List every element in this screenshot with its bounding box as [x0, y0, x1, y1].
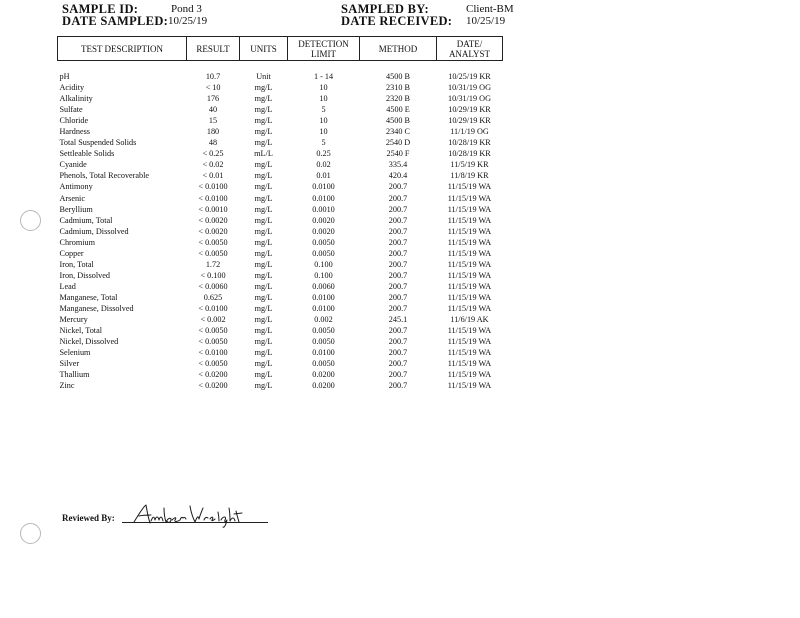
cell-units: mg/L	[254, 370, 273, 380]
cell-result: 10.7	[205, 72, 221, 81]
cell-method: 200.7	[388, 303, 408, 313]
table-row	[58, 248, 503, 259]
table-row	[58, 358, 503, 369]
cell-date-analyst: 11/6/19 AK	[450, 315, 489, 325]
cell-test-description: Beryllium	[59, 204, 93, 214]
reviewed-by-label: Reviewed By:	[62, 513, 115, 523]
cell-date-analyst: 11/15/19 WA	[447, 359, 492, 369]
cell-detection-limit: 10	[319, 94, 328, 104]
cell-date-analyst: 10/28/19 KR	[448, 149, 491, 159]
cell-date-analyst: 11/15/19 WA	[447, 370, 492, 380]
cell-date-analyst: 11/15/19 WA	[447, 337, 492, 347]
cell-result: 40	[208, 105, 218, 115]
column-header-method: METHOD	[360, 37, 437, 61]
cell-detection-limit: 10	[319, 127, 328, 137]
cell-detection-limit: 0.0050	[312, 237, 335, 247]
cell-method: 200.7	[388, 326, 408, 336]
cell-result: < 0.0200	[198, 370, 228, 380]
cell-method: 2540 D	[385, 138, 411, 148]
cell-test-description: Iron, Dissolved	[59, 270, 110, 280]
cell-units: mg/L	[254, 83, 273, 93]
cell-detection-limit: 5	[321, 138, 326, 148]
cell-result: < 0.0050	[198, 337, 228, 347]
cell-date-analyst: 11/15/19 WA	[447, 259, 492, 269]
table-row	[58, 204, 503, 215]
cell-test-description: Silver	[59, 359, 80, 369]
cell-result: < 0.100	[200, 270, 226, 280]
cell-detection-limit: 0.0020	[312, 226, 335, 236]
cell-date-analyst: 11/15/19 WA	[447, 215, 492, 225]
table-header-row	[58, 37, 503, 61]
column-header-result: RESULT	[187, 37, 240, 61]
cell-units: mg/L	[254, 270, 273, 280]
cell-result: 176	[206, 94, 220, 104]
cell-test-description: Mercury	[59, 315, 88, 325]
cell-result: 1.72	[205, 259, 221, 269]
table-row	[58, 148, 503, 159]
cell-date-analyst: 10/31/19 OG	[448, 94, 491, 104]
cell-date-analyst: 11/15/19 WA	[447, 348, 492, 358]
cell-method: 200.7	[388, 359, 408, 369]
table-row	[58, 159, 503, 170]
cell-method: 200.7	[388, 348, 408, 358]
results-table	[57, 36, 503, 391]
table-row	[58, 61, 503, 83]
cell-result: < 0.002	[200, 315, 226, 325]
table-row	[58, 380, 503, 391]
cell-result: < 0.0050	[198, 237, 228, 247]
cell-detection-limit: 0.0010	[312, 204, 335, 214]
cell-result: < 0.0060	[198, 281, 228, 291]
cell-detection-limit: 0.0060	[312, 281, 335, 291]
cell-method: 200.7	[388, 237, 408, 247]
cell-units: mg/L	[254, 248, 273, 258]
cell-test-description: Acidity	[59, 83, 85, 93]
cell-result: < 0.25	[202, 149, 224, 159]
table-row	[58, 336, 503, 347]
cell-test-description: Thallium	[59, 370, 90, 380]
cell-date-analyst: 11/15/19 WA	[447, 182, 492, 192]
cell-detection-limit: 0.100	[314, 259, 333, 269]
table-row	[58, 259, 503, 270]
sampled-by-value: Client-BM	[466, 3, 514, 15]
cell-test-description: Nickel, Dissolved	[59, 337, 119, 347]
cell-units: mg/L	[254, 292, 273, 302]
table-row	[58, 193, 503, 204]
cell-detection-limit: 10	[319, 116, 328, 126]
cell-detection-limit: 0.01	[316, 171, 331, 181]
cell-units: mg/L	[254, 359, 273, 369]
cell-date-analyst: 10/28/19 KR	[448, 138, 491, 148]
table-row	[58, 181, 503, 192]
cell-detection-limit: 0.002	[314, 315, 333, 325]
cell-date-analyst: 11/15/19 WA	[447, 303, 492, 313]
cell-date-analyst: 11/15/19 WA	[447, 326, 492, 336]
cell-units: mg/L	[254, 326, 273, 336]
cell-date-analyst: 10/31/19 OG	[448, 83, 491, 93]
cell-result: < 0.0020	[198, 226, 228, 236]
cell-units: mg/L	[254, 160, 273, 170]
cell-result: < 0.0100	[198, 193, 228, 203]
date-sampled-label: DATE SAMPLED:	[62, 14, 169, 28]
cell-units: mg/L	[254, 116, 273, 126]
cell-method: 200.7	[388, 248, 408, 258]
cell-test-description: Settleable Solids	[59, 149, 115, 159]
cell-detection-limit: 0.25	[316, 149, 331, 159]
cell-detection-limit: 0.0100	[312, 193, 335, 203]
cell-test-description: Manganese, Total	[59, 292, 118, 302]
cell-test-description: Lead	[59, 281, 76, 291]
cell-method: 4500 E	[386, 105, 410, 115]
cell-detection-limit: 5	[321, 105, 326, 115]
table-row	[58, 314, 503, 325]
cell-detection-limit: 0.100	[314, 270, 333, 280]
date-received-label: DATE RECEIVED:	[341, 14, 453, 28]
cell-result: < 0.0050	[198, 359, 228, 369]
cell-units: mg/L	[254, 105, 273, 115]
cell-result: < 0.0020	[198, 215, 228, 225]
table-row	[58, 369, 503, 380]
cell-units: mg/L	[254, 182, 273, 192]
date-sampled-value: 10/25/19	[168, 15, 208, 27]
cell-date-analyst: 11/15/19 WA	[447, 237, 492, 247]
cell-units: mg/L	[254, 226, 273, 236]
cell-date-analyst: 11/5/19 KR	[450, 160, 489, 170]
column-header-date-analyst: DATE/ ANALYST	[437, 37, 503, 61]
cell-test-description: Sulfate	[59, 105, 83, 115]
table-row	[58, 137, 503, 148]
cell-detection-limit: 0.0020	[312, 215, 335, 225]
cell-detection-limit: 0.0050	[312, 248, 335, 258]
cell-result: < 10	[205, 83, 221, 93]
cell-test-description: Copper	[59, 248, 84, 258]
sample-id-value: Pond 3	[171, 3, 202, 15]
table-row	[58, 170, 503, 181]
cell-method: 2540 F	[386, 149, 410, 159]
table-row	[58, 325, 503, 336]
cell-method: 200.7	[388, 226, 408, 236]
sample-id-label: SAMPLE ID:	[62, 2, 139, 16]
table-row	[58, 215, 503, 226]
cell-method: 4500 B	[386, 116, 410, 126]
cell-test-description: Arsenic	[59, 193, 85, 203]
cell-method: 200.7	[388, 215, 408, 225]
cell-units: mg/L	[254, 94, 273, 104]
cell-method: 2340 C	[386, 127, 410, 137]
cell-date-analyst: 11/15/19 WA	[447, 270, 492, 280]
cell-test-description: pH	[59, 72, 70, 81]
cell-test-description: Total Suspended Solids	[59, 138, 137, 148]
cell-method: 200.7	[388, 370, 408, 380]
cell-units: mg/L	[254, 237, 273, 247]
cell-detection-limit: 0.0100	[312, 292, 335, 302]
cell-method: 200.7	[388, 292, 408, 302]
cell-units: mg/L	[254, 381, 273, 391]
cell-result: < 0.0100	[198, 303, 228, 313]
cell-test-description: Cyanide	[59, 160, 87, 170]
table-row	[58, 281, 503, 292]
table-row	[58, 292, 503, 303]
cell-date-analyst: 10/29/19 KR	[448, 116, 491, 126]
table-row	[58, 226, 503, 237]
cell-result: 48	[208, 138, 218, 148]
cell-date-analyst: 10/25/19 KR	[448, 72, 491, 81]
cell-method: 200.7	[388, 337, 408, 347]
table-row	[58, 104, 503, 115]
cell-result: < 0.0010	[198, 204, 228, 214]
table-row	[58, 303, 503, 314]
cell-method: 200.7	[388, 281, 408, 291]
column-header-detection-limit: DETECTION LIMIT	[288, 37, 360, 61]
table-row	[58, 237, 503, 248]
cell-date-analyst: 11/15/19 WA	[447, 292, 492, 302]
table-row	[58, 270, 503, 281]
cell-test-description: Zinc	[59, 381, 75, 391]
cell-detection-limit: 0.0050	[312, 326, 335, 336]
cell-method: 200.7	[388, 204, 408, 214]
cell-test-description: Cadmium, Total	[59, 215, 113, 225]
cell-date-analyst: 11/15/19 WA	[447, 193, 492, 203]
cell-detection-limit: 1 - 14	[313, 72, 334, 81]
cell-units: mg/L	[254, 281, 273, 291]
table-row	[58, 115, 503, 126]
cell-detection-limit: 0.0200	[312, 370, 335, 380]
cell-units: mg/L	[254, 215, 273, 225]
cell-date-analyst: 11/15/19 WA	[447, 248, 492, 258]
cell-date-analyst: 11/15/19 WA	[447, 204, 492, 214]
sampled-by-label: SAMPLED BY:	[341, 2, 429, 16]
table-row	[58, 126, 503, 137]
cell-method: 200.7	[388, 270, 408, 280]
cell-result: < 0.02	[202, 160, 224, 170]
punch-hole-upper	[20, 210, 41, 231]
cell-detection-limit: 0.0100	[312, 348, 335, 358]
cell-units: mg/L	[254, 138, 273, 148]
cell-result: 15	[208, 116, 218, 126]
cell-method: 245.1	[388, 315, 408, 325]
punch-hole-lower	[20, 523, 41, 544]
cell-test-description: Manganese, Dissolved	[59, 303, 134, 313]
cell-result: < 0.0050	[198, 248, 228, 258]
date-received-value: 10/25/19	[466, 15, 506, 27]
cell-method: 335.4	[388, 160, 408, 170]
cell-date-analyst: 11/8/19 KR	[450, 171, 489, 181]
cell-test-description: Selenium	[59, 348, 91, 358]
table-row	[58, 93, 503, 104]
cell-method: 200.7	[388, 182, 408, 192]
cell-method: 2310 B	[386, 83, 410, 93]
cell-method: 4500 B	[386, 72, 410, 81]
cell-units: mg/L	[254, 259, 273, 269]
cell-result: < 0.0050	[198, 326, 228, 336]
cell-date-analyst: 11/15/19 WA	[447, 281, 492, 291]
cell-units: Unit	[256, 72, 271, 81]
table-row	[58, 82, 503, 93]
cell-method: 200.7	[388, 381, 408, 391]
cell-units: mg/L	[254, 127, 273, 137]
cell-detection-limit: 0.0050	[312, 359, 335, 369]
cell-units: mg/L	[254, 171, 273, 181]
cell-detection-limit: 0.02	[316, 160, 331, 170]
table-row	[58, 347, 503, 358]
cell-result: < 0.0100	[198, 348, 228, 358]
cell-method: 200.7	[388, 259, 408, 269]
cell-detection-limit: 10	[319, 83, 328, 93]
cell-test-description: Iron, Total	[59, 259, 94, 269]
cell-units: mg/L	[254, 193, 273, 203]
cell-date-analyst: 10/29/19 KR	[448, 105, 491, 115]
cell-units: mg/L	[254, 337, 273, 347]
cell-units: mg/L	[254, 348, 273, 358]
cell-units: mg/L	[254, 204, 273, 214]
cell-method: 2320 B	[386, 94, 410, 104]
cell-test-description: Alkalinity	[59, 94, 93, 104]
reviewer-signature	[130, 500, 270, 530]
cell-test-description: Phenols, Total Recoverable	[59, 171, 150, 181]
cell-detection-limit: 0.0200	[312, 381, 335, 391]
cell-test-description: Chromium	[59, 237, 95, 247]
cell-detection-limit: 0.0100	[312, 182, 335, 192]
cell-method: 420.4	[388, 171, 408, 181]
cell-method: 200.7	[388, 193, 408, 203]
cell-result: 0.625	[203, 292, 223, 302]
cell-result: 180	[206, 127, 220, 137]
cell-test-description: Nickel, Total	[59, 326, 102, 336]
column-header-test-description: TEST DESCRIPTION	[58, 37, 187, 61]
cell-detection-limit: 0.0050	[312, 337, 335, 347]
cell-result: < 0.0200	[198, 381, 228, 391]
cell-test-description: Antimony	[59, 182, 93, 192]
cell-test-description: Chloride	[59, 116, 89, 126]
cell-date-analyst: 11/1/19 OG	[450, 127, 489, 137]
cell-units: mg/L	[254, 315, 273, 325]
cell-result: < 0.01	[202, 171, 224, 181]
cell-result: < 0.0100	[198, 182, 228, 192]
column-header-units: UNITS	[240, 37, 288, 61]
cell-detection-limit: 0.0100	[312, 303, 335, 313]
cell-test-description: Hardness	[59, 127, 90, 137]
cell-test-description: Cadmium, Dissolved	[59, 226, 129, 236]
cell-date-analyst: 11/15/19 WA	[447, 226, 492, 236]
cell-units: mg/L	[254, 303, 273, 313]
cell-date-analyst: 11/15/19 WA	[447, 381, 492, 391]
cell-units: mL/L	[254, 149, 273, 159]
